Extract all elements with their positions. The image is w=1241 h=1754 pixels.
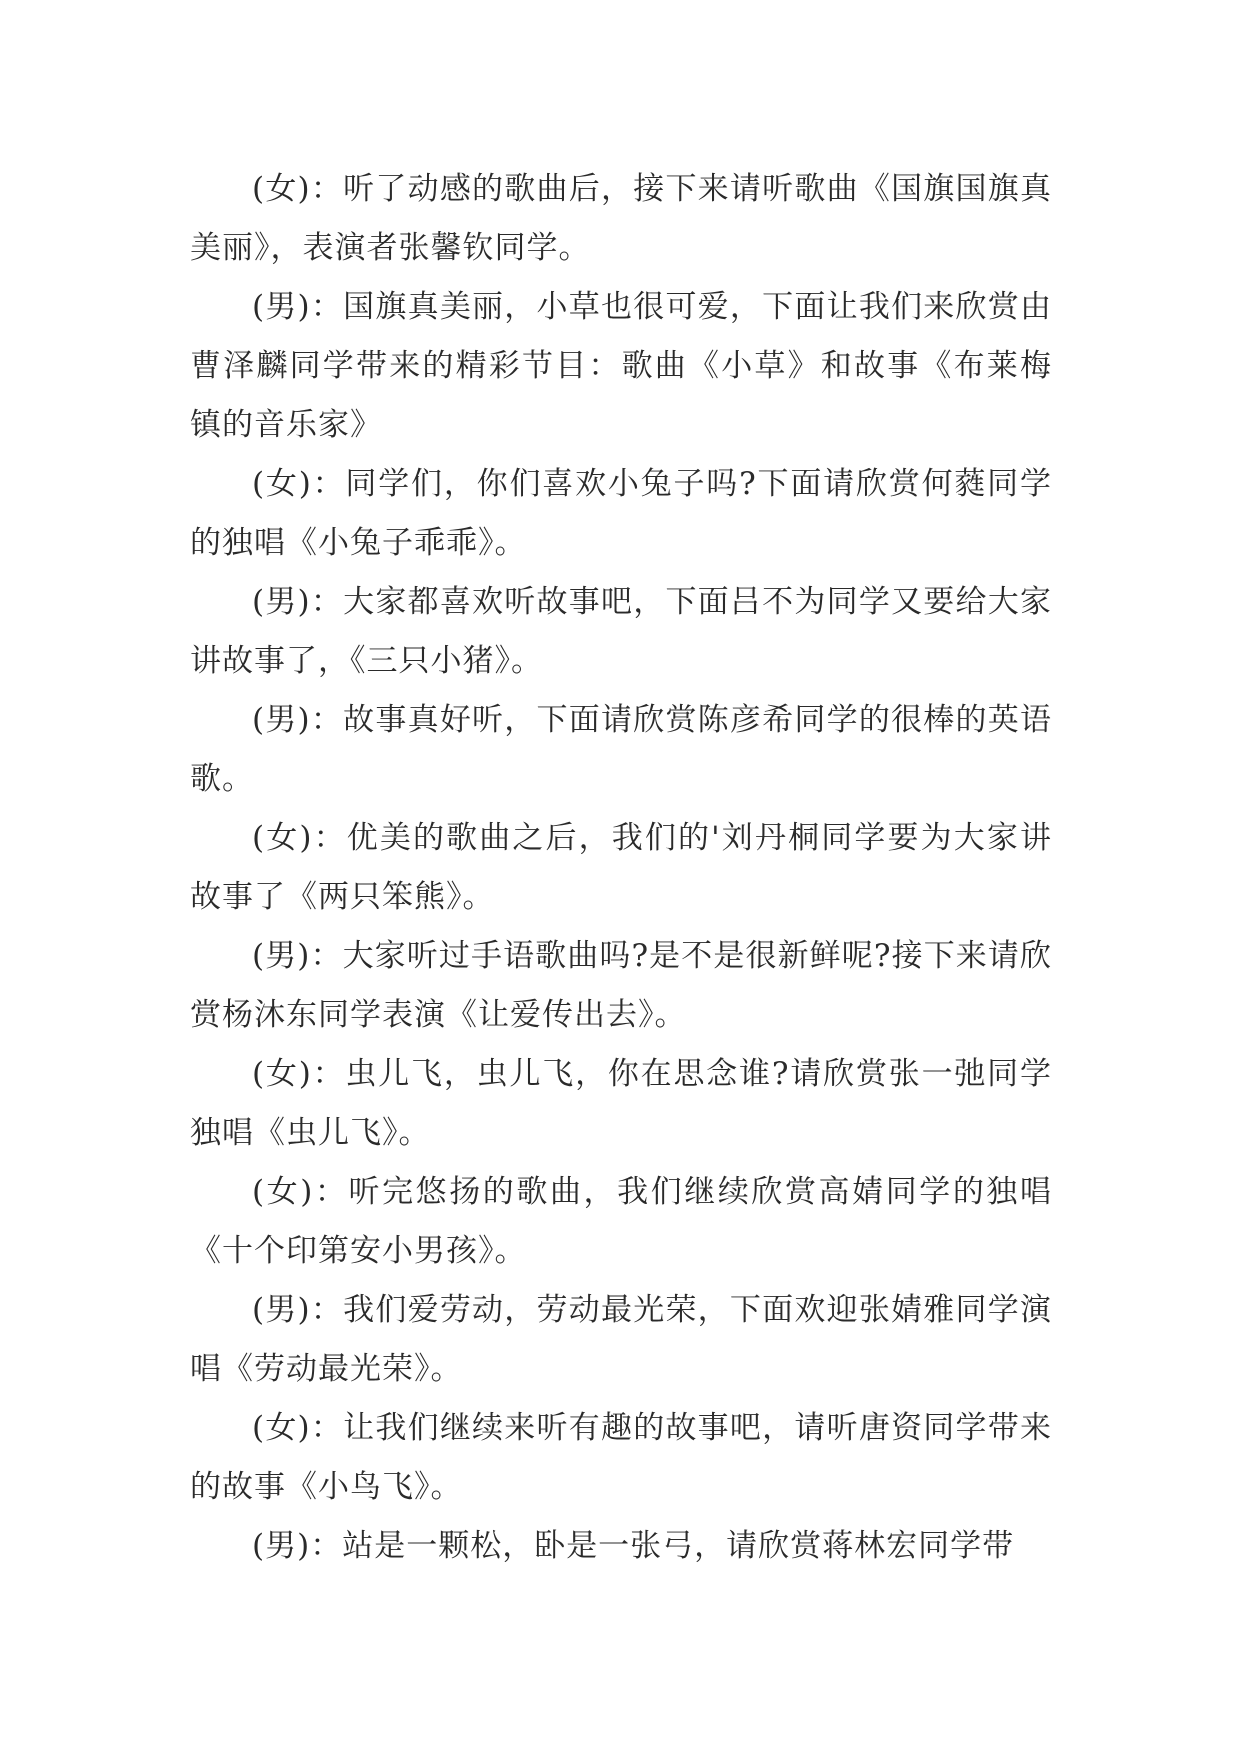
paragraph: (男)：站是一颗松，卧是一张弓，请欣赏蒋林宏同学带 bbox=[252, 1528, 1015, 1564]
paragraph: (女)：同学们，你们喜欢小兔子吗?下面请欣赏何蕤同学的独唱《小兔子乖乖》。 bbox=[190, 466, 1052, 561]
paragraph: (男)：我们爱劳动，劳动最光荣，下面欢迎张婧雅同学演唱《劳动最光荣》。 bbox=[190, 1292, 1052, 1387]
paragraph: (女)：优美的歌曲之后，我们的'刘丹桐同学要为大家讲故事了《两只笨熊》。 bbox=[190, 820, 1052, 915]
document-body bbox=[190, 160, 1052, 1576]
paragraph: (女)：让我们继续来听有趣的故事吧，请听唐资同学带来的故事《小鸟飞》。 bbox=[190, 1410, 1052, 1505]
paragraph: (男)：大家都喜欢听故事吧，下面吕不为同学又要给大家讲故事了，《三只小猪》。 bbox=[190, 584, 1052, 679]
paragraph: (男)：故事真好听，下面请欣赏陈彦希同学的很棒的英语歌。 bbox=[190, 702, 1052, 797]
paragraph: (女)：听完悠扬的歌曲，我们继续欣赏高婧同学的独唱《十个印第安小男孩》。 bbox=[190, 1174, 1052, 1269]
paragraph: (男)：国旗真美丽，小草也很可爱，下面让我们来欣赏由曹泽麟同学带来的精彩节目：歌曲《小草》和故事《布莱梅镇的音乐家》 bbox=[190, 289, 1052, 443]
paragraph: (男)：大家听过手语歌曲吗?是不是很新鲜呢?接下来请欣赏杨沐东同学表演《让爱传出去》。 bbox=[190, 938, 1052, 1033]
paragraph: (女)：听了动感的歌曲后，接下来请听歌曲《国旗国旗真美丽》，表演者张馨钦同学。 bbox=[190, 171, 1052, 266]
paragraph: (女)：虫儿飞，虫儿飞，你在思念谁?请欣赏张一弛同学独唱《虫儿飞》。 bbox=[190, 1056, 1052, 1151]
